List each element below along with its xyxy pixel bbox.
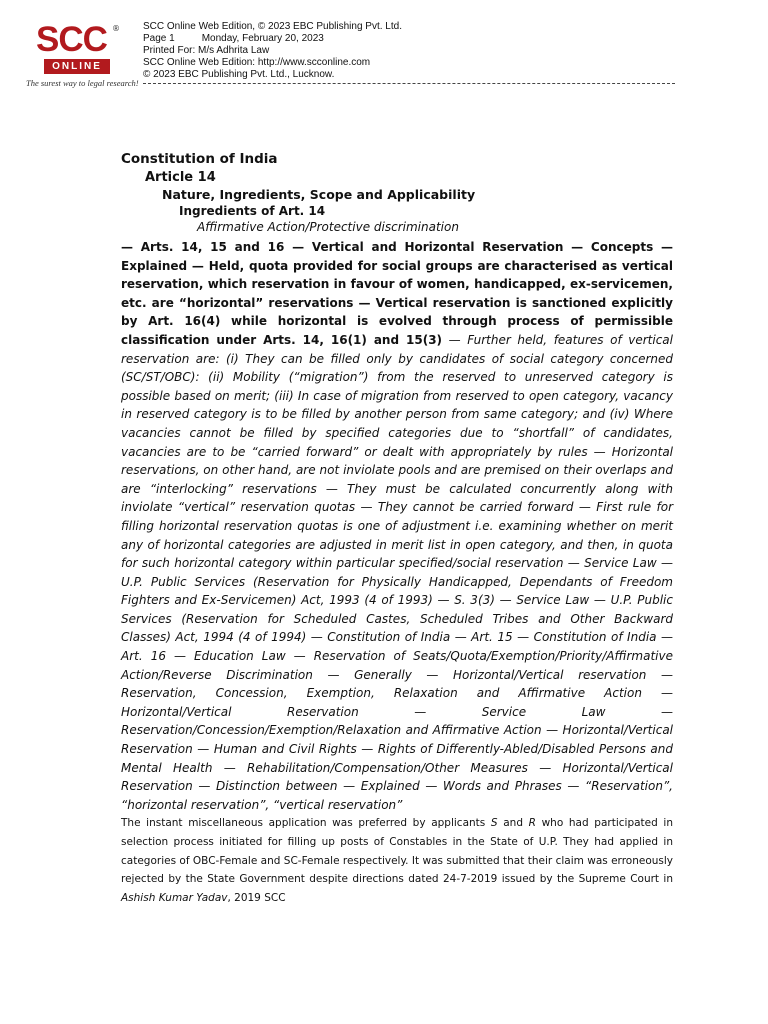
logo-online-banner: ONLINE <box>44 59 110 74</box>
body-case-name: Ashish Kumar Yadav <box>121 891 228 904</box>
headnote-bold: — Arts. 14, 15 and 16 — Vertical and Horizontal Reservation — Concepts — Explained — Held, quota provided for social groups are characterised as vertical reservation, which reservation in favour of women, handicapped, ex-servicemen, etc. are “horizontal” reservations — Vertical reservation is sanctioned explicitly by Art. 16(4) while horizontal is evolved through process of permissible classification under Arts. 14, 16(1) and 15(3) <box>121 240 673 347</box>
body-applicant-r: R <box>528 817 536 830</box>
logo-brand: SCC <box>36 20 107 59</box>
body-text-a: The instant miscellaneous application was preferred by applicants <box>121 817 491 830</box>
header-web-edition: SCC Online Web Edition: http://www.scconline.com <box>143 57 371 68</box>
body-text-c: who had participated in selection process initiated for filling up posts of Constables in the State of U.P. They had applied in categories of OBC-Female and SC-Female respectively. It was submitted that their claim was erroneously rejected by the State Government despite directions dated 24-7-2019 issued by the Supreme Court in <box>121 817 673 886</box>
header-page-date <box>143 33 402 45</box>
headnote-summary <box>121 238 673 814</box>
document-content <box>121 150 673 907</box>
heading-constitution: Constitution of India <box>121 151 278 167</box>
body-text-d: , 2019 SCC <box>227 891 286 904</box>
headnote-italic: — Further held, features of vertical reservation are: (i) They can be filled only by candidates of social category concerned (SC/ST/OBC): (ii) Mobility (“migration”) from the reserved to unreserved category is possible based on merit; (iii) In case of migration from reserved to open category, vacancy in reserved category is to be filled by another person from same category; and (iv) Where vacancies cannot be filled by specified categories due to “shortfall” of candidates, vacancies are to be “carried forward” or dealt with appropriately by rules — Horizontal reservations, on other hand, are not inviolate pools and are premised on their overlaps and are “interlocking” reservations — They must be calculated concurrently along with inviolate “vertical” reservation quotas — They cannot be carried forward — First rule for filling horizontal reservation quotas is one of adjustment i.e. examining whether on merit any of horizontal categories are adjusted in merit list in open category, and then, in quota for such horizontal category within particular specified/social reservation — Service Law — U.P. Public Services (Reservation for Physically Handicapped, Dependants of Freedom Fighters and Ex-Servicemen) Act, 1993 (4 of 1993) — S. 3(3) — Service Law — U.P. Public Services (Reservation for Scheduled Castes, Scheduled Tribes and Other Backward Classes) Act, 1994 (4 of 1994) — Constitution of India — Art. 15 — Constitution of India — Art. 16 — Education Law — Reservation of Seats/Quota/Exemption/Priority/Affirmative Action/Reverse Discrimination — Generally — Horizontal/Vertical reservation — Reservation, Concession, Exemption, Relaxation and Affirmative Action — Horizontal/Vertical Reservation — Service Law — Reservation/Concession/Exemption/Relaxation and Affirmative Action — Horizontal/Vertical Reservation — Human and Civil Rights — Rights of Differently-Abled/Disabled Persons and Mental Health — Rehabilitation/Compensation/Other Measures — Horizontal/Vertical Reservation — Distinction between — Explained — Words and Phrases — “Reservation”, “horizontal reservation”, “vertical reservation” <box>121 332 673 812</box>
scc-online-logo <box>26 20 139 92</box>
header-edition: SCC Online Web Edition, © 2023 EBC Publishing Pvt. Ltd. <box>143 21 402 32</box>
header-copyright: © 2023 EBC Publishing Pvt. Ltd., Lucknow. <box>143 69 335 80</box>
heading-ingredients: Ingredients of Art. 14 <box>179 204 326 218</box>
logo-registered-mark: ® <box>112 24 120 33</box>
body-paragraph <box>121 814 673 907</box>
header-printed-for: Printed For: M/s Adhrita Law <box>143 45 270 56</box>
heading-affirmative-action: Affirmative Action/Protective discrimination <box>197 220 459 234</box>
heading-nature: Nature, Ingredients, Scope and Applicability <box>162 187 476 202</box>
header-divider <box>143 83 675 84</box>
body-applicant-s: S <box>490 817 498 830</box>
header-page: Page 1 <box>143 33 175 44</box>
heading-article: Article 14 <box>145 170 216 185</box>
print-header <box>143 21 402 81</box>
header-date: Monday, February 20, 2023 <box>201 33 324 44</box>
logo-tagline: The surest way to legal research! <box>26 78 139 88</box>
body-text-b: and <box>497 817 529 830</box>
